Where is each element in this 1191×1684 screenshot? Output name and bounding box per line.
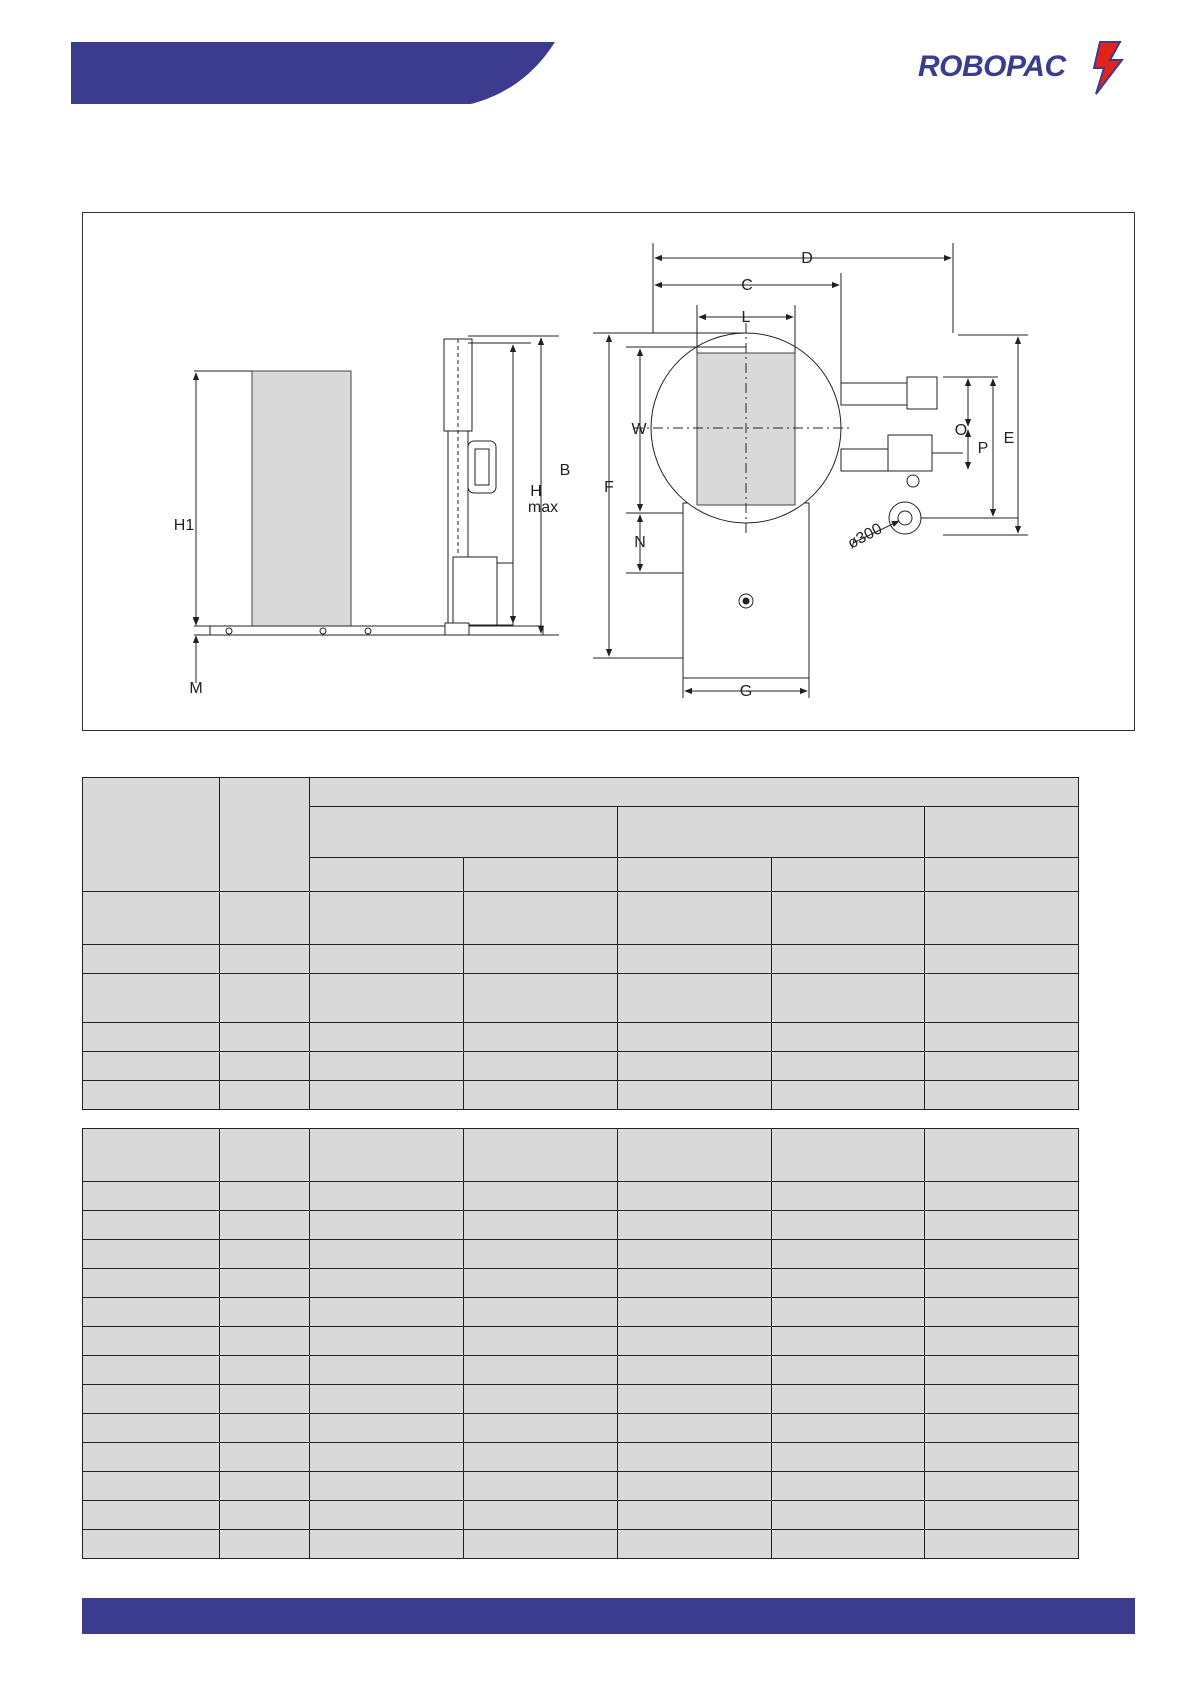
label-n: N (634, 534, 646, 551)
table-row (83, 1240, 1079, 1269)
table-row (83, 1530, 1079, 1559)
header-band (71, 42, 571, 104)
label-f: F (604, 479, 614, 496)
table-top-header-cell (310, 857, 464, 891)
table-header-row (83, 1129, 1079, 1182)
label-diameter: ø300 (844, 520, 886, 553)
robopac-logo (918, 40, 1128, 96)
table-row (83, 1327, 1079, 1356)
pallet-load (252, 371, 351, 626)
table-top-header-cell (618, 857, 772, 891)
table-row (83, 892, 1079, 945)
table-row (83, 1385, 1079, 1414)
label-e: E (1003, 430, 1015, 447)
table-row (83, 1298, 1079, 1327)
drawing-svg (83, 213, 1136, 732)
technical-drawing (82, 212, 1135, 731)
table-top-header-cell (310, 807, 618, 857)
label-p: P (977, 440, 989, 457)
label-o: O (954, 422, 968, 439)
table-top-header-cell (925, 857, 1079, 891)
table-row (83, 1081, 1079, 1110)
label-c: C (741, 277, 753, 294)
lightning-bolt-icon (1086, 40, 1128, 96)
table-top-header-cell (83, 778, 220, 892)
label-h1: H1 (173, 517, 195, 534)
side-view (194, 336, 559, 683)
table-row (83, 1211, 1079, 1240)
label-h: H (530, 483, 542, 500)
table-row (83, 1052, 1079, 1081)
table-row (83, 1501, 1079, 1530)
table-top-header-cell (220, 778, 310, 892)
table-top-header-cell (925, 807, 1079, 857)
logo-text: ROBOPAC (918, 50, 1066, 83)
table-row (83, 974, 1079, 1023)
spec-table-bottom (82, 1128, 1079, 1559)
table-row (83, 1269, 1079, 1298)
film-reel (889, 502, 921, 534)
top-view (593, 243, 1028, 698)
footer-band (82, 1598, 1135, 1634)
table-row (83, 1182, 1079, 1211)
table-row (83, 1472, 1079, 1501)
table-top-header-cell (464, 857, 618, 891)
label-l: L (741, 309, 751, 326)
label-max: max (527, 499, 559, 516)
machine-base (210, 626, 543, 635)
table-row (83, 945, 1079, 974)
table-row (83, 1023, 1079, 1052)
carriage (453, 557, 497, 625)
table-top-header-cell (618, 807, 925, 857)
table-top-header-cell (310, 778, 1079, 807)
spec-table-top (82, 777, 1079, 1110)
table-row (83, 1443, 1079, 1472)
table-row (83, 1414, 1079, 1443)
label-g: G (739, 683, 753, 700)
label-m: M (189, 680, 203, 697)
label-b: B (559, 462, 571, 479)
label-w: W (631, 421, 647, 438)
table-top-header-cell (772, 857, 925, 891)
label-d: D (801, 250, 813, 267)
table-row (83, 1356, 1079, 1385)
